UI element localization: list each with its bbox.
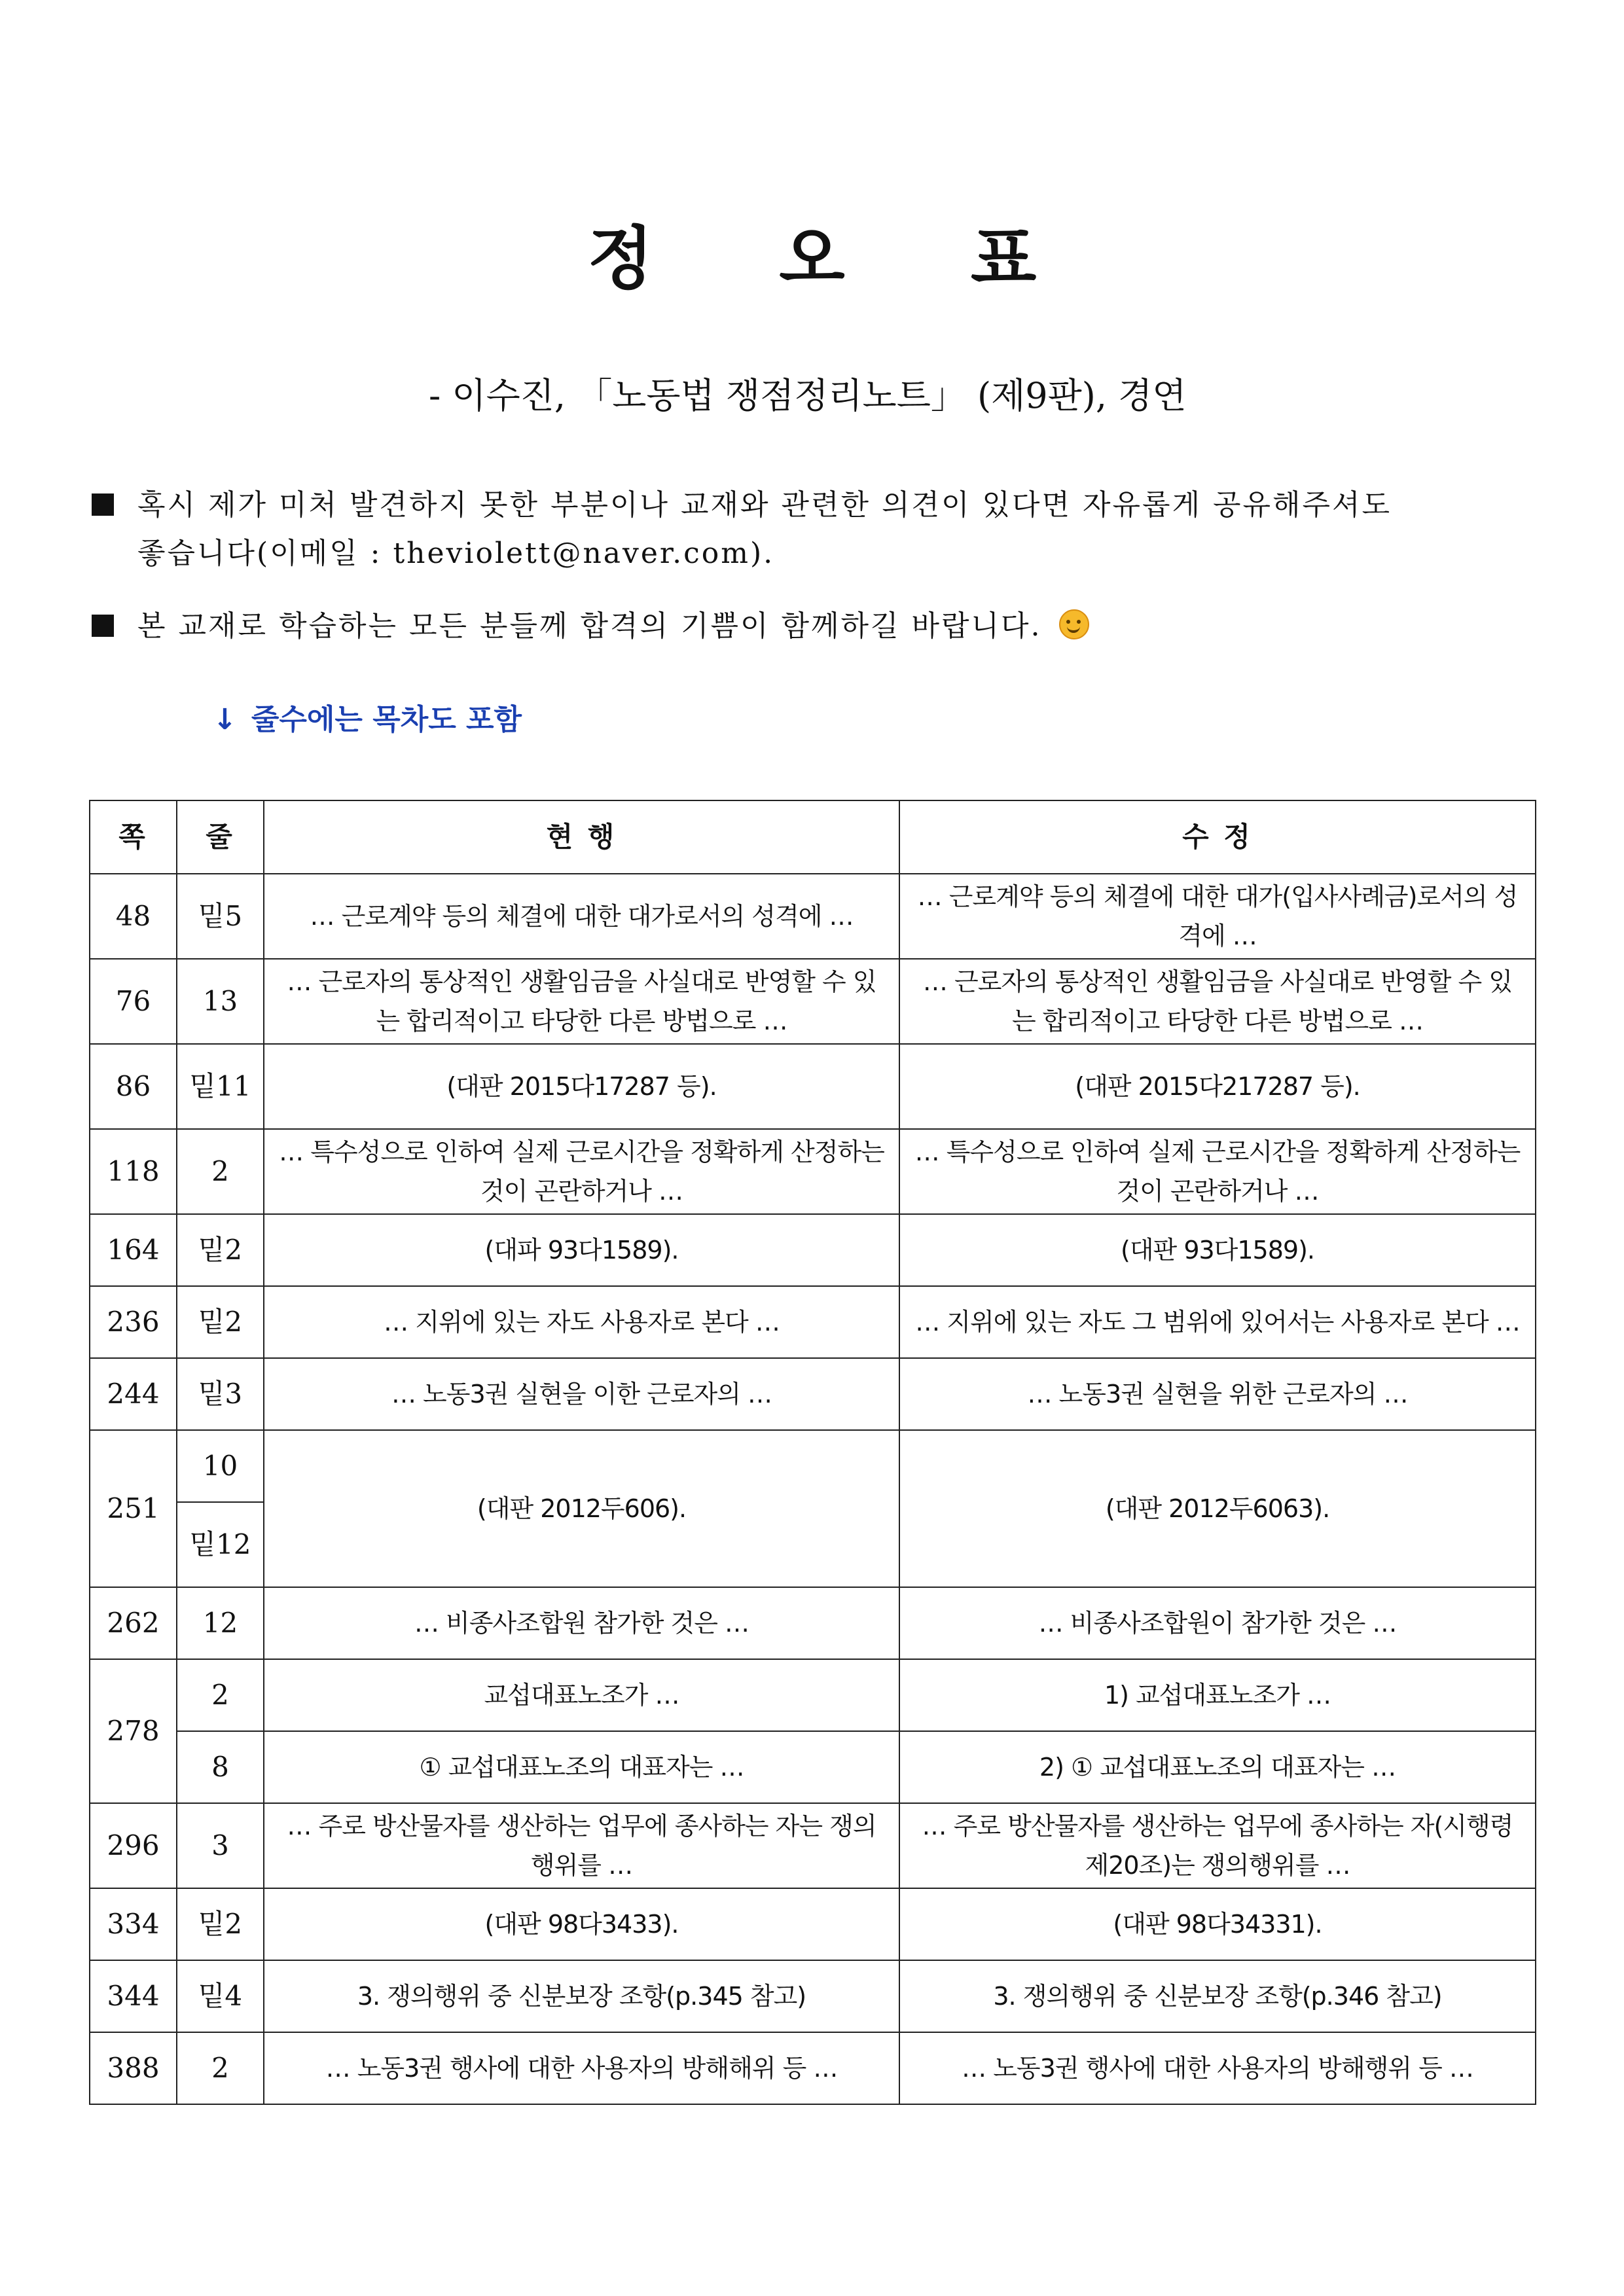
cell-current: … 노동3권 행사에 대한 사용자의 방해해위 등 …	[264, 2032, 899, 2104]
cell-line: 10	[177, 1430, 264, 1502]
table-row	[90, 1214, 1536, 1286]
cell-page: 278	[90, 1659, 177, 1803]
note-feedback-line1: 혹시 제가 미처 발견하지 못한 부분이나 교재와 관련한 의견이 있다면 자유롭게 공유해주셔도	[137, 488, 1392, 522]
cell-revised: 1) 교섭대표노조가 …	[899, 1659, 1536, 1731]
cell-line: 밑11	[177, 1044, 264, 1129]
cell-line: 2	[177, 1129, 264, 1214]
cell-line: 밑4	[177, 1960, 264, 2032]
cell-revised: (대판 2012두6063).	[899, 1430, 1536, 1587]
cell-line: 3	[177, 1803, 264, 1888]
cell-page: 118	[90, 1129, 177, 1214]
cell-revised: 3. 쟁의행위 중 신분보장 조항(p.346 참고)	[899, 1960, 1536, 2032]
cell-page: 244	[90, 1358, 177, 1430]
table-row	[90, 1286, 1536, 1358]
cell-current: (대파 93다1589).	[264, 1214, 899, 1286]
cell-revised: … 근로계약 등의 체결에 대한 대가(입사사례금)로서의 성격에 …	[899, 874, 1536, 959]
cell-page: 296	[90, 1803, 177, 1888]
cell-current: … 비종사조합원 참가한 것은 …	[264, 1587, 899, 1659]
table-row	[90, 1659, 1536, 1731]
cell-current: 3. 쟁의행위 중 신분보장 조항(p.345 참고)	[264, 1960, 899, 2032]
book-subtitle: - 이수진, 「노동법 쟁점정리노트」 (제9판), 경연	[429, 375, 1187, 416]
table-row	[90, 1731, 1536, 1803]
table-row	[90, 2032, 1536, 2104]
cell-page: 76	[90, 959, 177, 1044]
cell-line: 밑2	[177, 1286, 264, 1358]
cell-page: 164	[90, 1214, 177, 1286]
cell-line: 밑5	[177, 874, 264, 959]
page-title: 정 오 표	[587, 219, 1088, 298]
cell-current: … 노동3권 실현을 이한 근로자의 …	[264, 1358, 899, 1430]
cell-line: 밑3	[177, 1358, 264, 1430]
table-row	[90, 1960, 1536, 2032]
bullet-square-icon	[92, 493, 114, 516]
cell-current: … 근로자의 통상적인 생활임금을 사실대로 반영할 수 있는 합리적이고 타당한 다른 방법으로 …	[264, 959, 899, 1044]
cell-current: … 근로계약 등의 체결에 대한 대가로서의 성격에 …	[264, 874, 899, 959]
cell-revised: 2) ① 교섭대표노조의 대표자는 …	[899, 1731, 1536, 1803]
bullet-square-icon	[92, 615, 114, 637]
cell-revised: (대판 98다34331).	[899, 1888, 1536, 1960]
cell-revised: (대판 93다1589).	[899, 1214, 1536, 1286]
cell-page: 344	[90, 1960, 177, 2032]
cell-page: 86	[90, 1044, 177, 1129]
cell-page: 251	[90, 1430, 177, 1587]
note-feedback-line2: 좋습니다(이메일 : theviolett@naver.com).	[137, 537, 775, 570]
cell-current: … 주로 방산물자를 생산하는 업무에 종사하는 자는 쟁의행위를 …	[264, 1803, 899, 1888]
smiling-face-icon	[1059, 609, 1089, 639]
cell-line: 2	[177, 2032, 264, 2104]
table-row	[90, 959, 1536, 1044]
errata-table	[89, 800, 1536, 2105]
cell-current: ① 교섭대표노조의 대표자는 …	[264, 1731, 899, 1803]
cell-line: 2	[177, 1659, 264, 1731]
cell-page: 334	[90, 1888, 177, 1960]
cell-page: 48	[90, 874, 177, 959]
header-line: 줄	[177, 800, 264, 874]
cell-current: … 특수성으로 인하여 실제 근로시간을 정확하게 산정하는 것이 곤란하거나 …	[264, 1129, 899, 1214]
line-count-note	[213, 697, 522, 743]
cell-revised: … 노동3권 행사에 대한 사용자의 방해행위 등 …	[899, 2032, 1536, 2104]
cell-line: 밑2	[177, 1888, 264, 1960]
table-row	[90, 874, 1536, 959]
cell-revised: … 지위에 있는 자도 그 범위에 있어서는 사용자로 본다 …	[899, 1286, 1536, 1358]
cell-revised: … 근로자의 통상적인 생활임금을 사실대로 반영할 수 있는 합리적이고 타당한 다른 방법으로 …	[899, 959, 1536, 1044]
cell-line: 밑12	[177, 1502, 264, 1587]
note-wishes-text: 본 교재로 학습하는 모든 분들께 합격의 기쁨이 함께하길 바랍니다.	[137, 609, 1042, 643]
table-row	[90, 1044, 1536, 1129]
table-row	[90, 1129, 1536, 1214]
header-revised: 수 정	[899, 800, 1536, 874]
cell-page: 388	[90, 2032, 177, 2104]
table-header-row	[90, 800, 1536, 874]
cell-revised: … 특수성으로 인하여 실제 근로시간을 정확하게 산정하는 것이 곤란하거나 …	[899, 1129, 1536, 1214]
cell-revised: … 주로 방산물자를 생산하는 업무에 종사하는 자(시행령 제20조)는 쟁의행위를 …	[899, 1803, 1536, 1888]
note-feedback	[92, 481, 1558, 578]
table-row	[90, 1430, 1536, 1502]
cell-page: 236	[90, 1286, 177, 1358]
cell-line: 8	[177, 1731, 264, 1803]
cell-current: (대판 2015다17287 등).	[264, 1044, 899, 1129]
header-current: 현 행	[264, 800, 899, 874]
cell-current: … 지위에 있는 자도 사용자로 본다 …	[264, 1286, 899, 1358]
cell-current: (대판 98다3433).	[264, 1888, 899, 1960]
cell-page: 262	[90, 1587, 177, 1659]
cell-current: 교섭대표노조가 …	[264, 1659, 899, 1731]
cell-line: 밑2	[177, 1214, 264, 1286]
cell-revised: (대판 2015다217287 등).	[899, 1044, 1536, 1129]
table-row	[90, 1888, 1536, 1960]
cell-line: 13	[177, 959, 264, 1044]
cell-revised: … 노동3권 실현을 위한 근로자의 …	[899, 1358, 1536, 1430]
line-count-note-text: 줄수에는 목차도 포함	[251, 703, 522, 736]
note-wishes	[92, 602, 1558, 651]
table-row	[90, 1803, 1536, 1888]
table-row	[90, 1587, 1536, 1659]
header-page: 쪽	[90, 800, 177, 874]
cell-line: 12	[177, 1587, 264, 1659]
down-arrow-icon: ↓	[213, 703, 237, 736]
cell-revised: … 비종사조합원이 참가한 것은 …	[899, 1587, 1536, 1659]
table-row	[90, 1358, 1536, 1430]
cell-current: (대판 2012두606).	[264, 1430, 899, 1587]
